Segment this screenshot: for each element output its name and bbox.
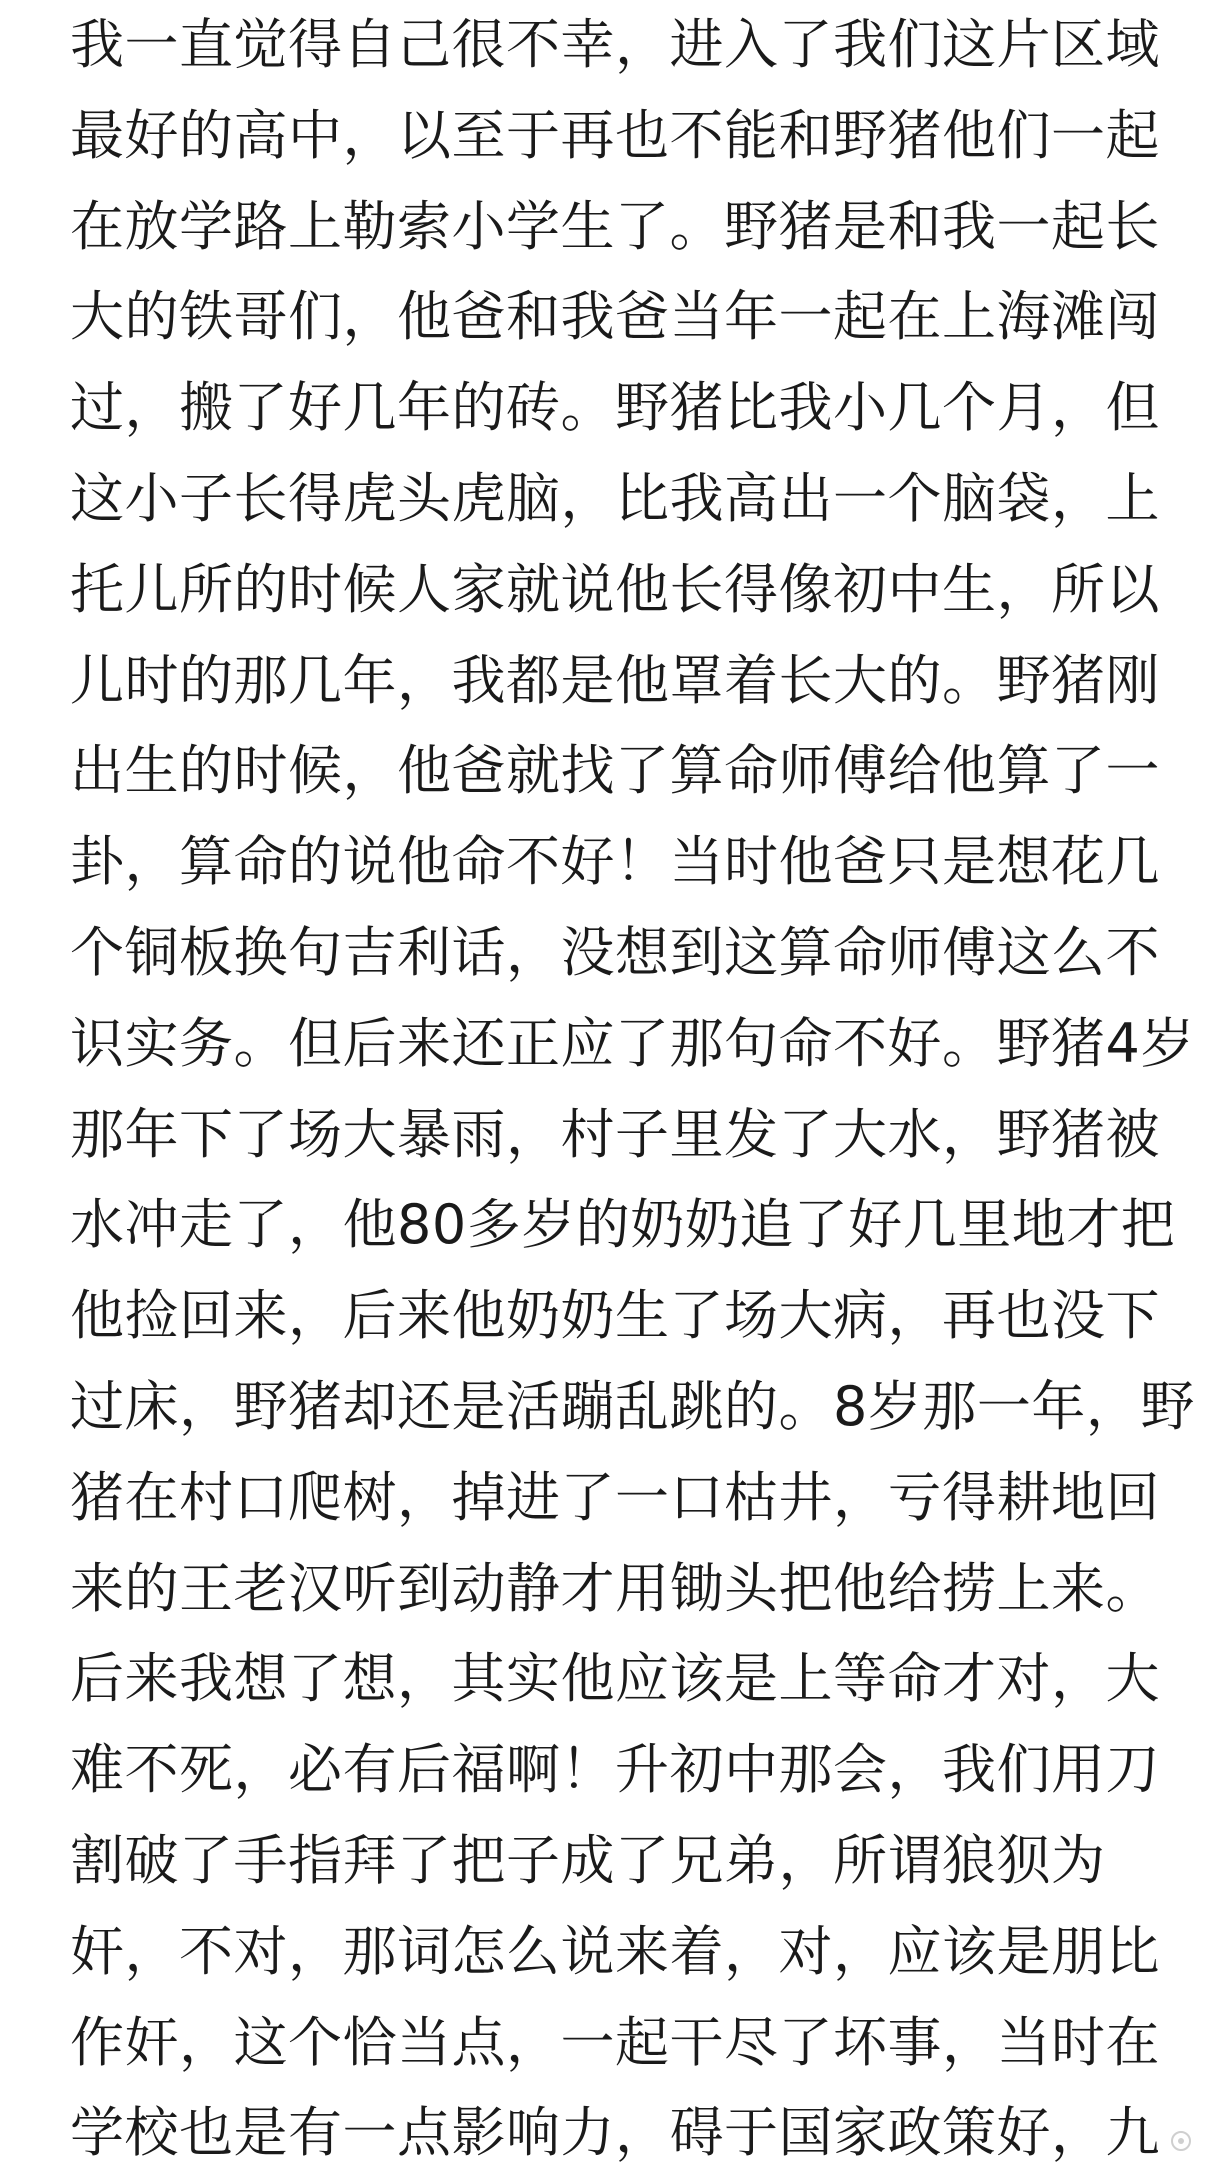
text-line: 在放学路上勒索小学生了。野猪是和我一起长	[70, 194, 1160, 258]
text-line: 个铜板换句吉利话，没想到这算命师傅这么不	[70, 920, 1160, 984]
text-line: 儿时的那几年，我都是他罩着长大的。野猪刚	[70, 648, 1160, 712]
text-line: 这小子长得虎头虎脑，比我高出一个脑袋，上	[70, 466, 1160, 530]
text-line: 大的铁哥们，他爸和我爸当年一起在上海滩闯	[70, 285, 1160, 349]
text-line: 卦，算命的说他命不好！当时他爸只是想花几	[70, 830, 1160, 894]
text-line: 难不死，必有后福啊！升初中那会，我们用刀	[70, 1738, 1160, 1802]
text-line: 割破了手指拜了把子成了兄弟，所谓狼狈为	[70, 1828, 1106, 1892]
text-line: 奸，不对，那词怎么说来着，对，应该是朋比	[70, 1919, 1160, 1983]
text-line: 他捡回来，后来他奶奶生了场大病，再也没下	[70, 1284, 1160, 1348]
watermark-icon	[1168, 2128, 1194, 2154]
text-line: 过床，野猪却还是活蹦乱跳的。8岁那一年，野	[70, 1374, 1195, 1438]
text-line: 识实务。但后来还正应了那句命不好。野猪4岁	[70, 1011, 1195, 1075]
text-line: 后来我想了想，其实他应该是上等命才对，大	[70, 1647, 1160, 1711]
text-line: 我一直觉得自己很不幸，进入了我们这片区域	[70, 13, 1160, 76]
article-body	[70, 0, 1195, 2179]
text-line: 出生的时候，他爸就找了算命师傅给他算了一	[70, 739, 1160, 803]
text-line: 来的王老汉听到动静才用锄头把他给捞上来。	[70, 1556, 1160, 1620]
text-line: 猪在村口爬树，掉进了一口枯井，亏得耕地回	[70, 1465, 1160, 1529]
text-line: 学校也是有一点影响力，碍于国家政策好，九	[70, 2101, 1160, 2165]
text-line: 水冲走了，他80多岁的奶奶追了好几里地才把	[70, 1193, 1176, 1257]
text-line: 托儿所的时候人家就说他长得像初中生，所以	[70, 557, 1160, 621]
text-line: 最好的高中，以至于再也不能和野猪他们一起	[70, 103, 1160, 167]
text-line: 作奸，这个恰当点，一起干尽了坏事，当时在	[70, 2010, 1160, 2074]
text-line: 那年下了场大暴雨，村子里发了大水，野猪被	[70, 1102, 1160, 1166]
text-line: 过，搬了好几年的砖。野猪比我小几个月，但	[70, 376, 1160, 440]
